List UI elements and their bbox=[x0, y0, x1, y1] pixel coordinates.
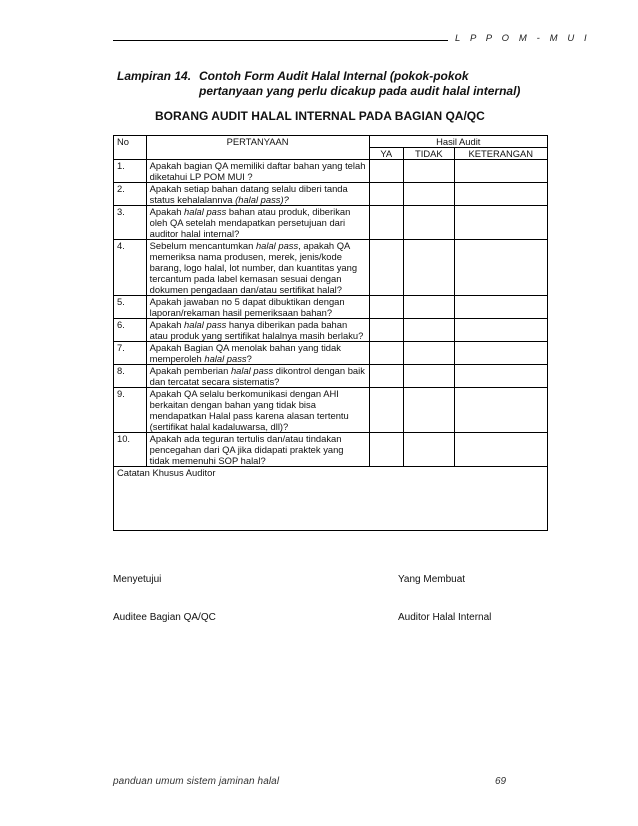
row-question bbox=[146, 206, 369, 240]
question-text: hanya diberikan pada bahan atau produk yang sertifikat halalnya masih berlaku? bbox=[149, 319, 364, 341]
answer-keterangan-cell[interactable] bbox=[454, 296, 547, 319]
row-number: 4. bbox=[114, 240, 147, 296]
table-row bbox=[114, 433, 548, 467]
answer-keterangan-cell[interactable] bbox=[454, 319, 547, 342]
approve-label: Menyetujui bbox=[113, 574, 162, 585]
header-rule bbox=[113, 40, 448, 41]
row-number: 9. bbox=[114, 388, 147, 433]
question-emphasis: halal pass bbox=[255, 240, 299, 251]
question-text: Apakah jawaban no 5 dapat dibuktikan dengan laporan/rekaman hasil pemeriksaan bahan? bbox=[149, 296, 345, 318]
row-number: 6. bbox=[114, 319, 147, 342]
answer-tidak-cell[interactable] bbox=[404, 206, 455, 240]
question-text: Apakah setiap bahan datang selalu diberi tanda status kehalalannva bbox=[149, 183, 348, 205]
answer-keterangan-cell[interactable] bbox=[454, 206, 547, 240]
answer-keterangan-cell[interactable] bbox=[454, 365, 547, 388]
answer-tidak-cell[interactable] bbox=[404, 365, 455, 388]
appendix-title-line2: pertanyaan yang perlu dicakup pada audit halal internal) bbox=[199, 84, 521, 98]
answer-tidak-cell[interactable] bbox=[404, 342, 455, 365]
row-question bbox=[146, 388, 369, 433]
question-emphasis: halal pass bbox=[184, 206, 227, 217]
answer-ya-cell[interactable] bbox=[369, 183, 404, 206]
answer-keterangan-cell[interactable] bbox=[454, 240, 547, 296]
page-number: 69 bbox=[495, 776, 507, 787]
question-emphasis: halal pass bbox=[230, 365, 274, 376]
table-row bbox=[114, 296, 548, 319]
row-question bbox=[146, 240, 369, 296]
audit-table bbox=[113, 135, 548, 531]
col-no-header: No bbox=[114, 136, 147, 160]
col-ya-header: YA bbox=[369, 148, 404, 160]
row-question bbox=[146, 183, 369, 206]
table-header-row bbox=[114, 136, 548, 148]
question-text: Apakah bbox=[149, 319, 185, 330]
col-result-header: Hasil Audit bbox=[369, 136, 548, 148]
col-question-header: PERTANYAAN bbox=[146, 136, 369, 160]
form-title: BORANG AUDIT HALAL INTERNAL PADA BAGIAN QA/QC bbox=[155, 109, 485, 123]
table-row bbox=[114, 160, 548, 183]
row-question bbox=[146, 160, 369, 183]
header-org: L P P O M - M U I bbox=[455, 33, 591, 44]
answer-keterangan-cell[interactable] bbox=[454, 160, 547, 183]
answer-tidak-cell[interactable] bbox=[404, 388, 455, 433]
table-row bbox=[114, 206, 548, 240]
answer-tidak-cell[interactable] bbox=[404, 296, 455, 319]
row-number: 5. bbox=[114, 296, 147, 319]
question-text: Apakah bbox=[149, 206, 185, 217]
notes-label: Catatan Khusus Auditor bbox=[114, 467, 548, 531]
answer-ya-cell[interactable] bbox=[369, 388, 404, 433]
row-number: 1. bbox=[114, 160, 147, 183]
question-text: bahan atau produk, diberikan oleh QA setelah mendapatkan persetujuan dari auditor halal internal? bbox=[149, 206, 351, 239]
question-text: Apakah pemberian bbox=[149, 365, 231, 376]
answer-ya-cell[interactable] bbox=[369, 296, 404, 319]
answer-tidak-cell[interactable] bbox=[404, 160, 455, 183]
table-row bbox=[114, 240, 548, 296]
answer-ya-cell[interactable] bbox=[369, 206, 404, 240]
notes-row bbox=[114, 467, 548, 531]
question-emphasis: halal pass bbox=[184, 319, 227, 330]
col-keterangan-header: KETERANGAN bbox=[454, 148, 547, 160]
answer-keterangan-cell[interactable] bbox=[454, 183, 547, 206]
answer-tidak-cell[interactable] bbox=[404, 183, 455, 206]
answer-ya-cell[interactable] bbox=[369, 240, 404, 296]
table-row bbox=[114, 342, 548, 365]
table-row bbox=[114, 183, 548, 206]
answer-keterangan-cell[interactable] bbox=[454, 342, 547, 365]
appendix-title-line1: Contoh Form Audit Halal Internal (pokok-pokok bbox=[199, 69, 469, 83]
answer-ya-cell[interactable] bbox=[369, 319, 404, 342]
table-row bbox=[114, 388, 548, 433]
question-text: ? bbox=[246, 353, 252, 364]
row-question bbox=[146, 433, 369, 467]
row-number: 3. bbox=[114, 206, 147, 240]
row-question bbox=[146, 365, 369, 388]
row-question bbox=[146, 342, 369, 365]
question-text: dikontrol dengan baik dan tercatat secara sistematis? bbox=[149, 365, 365, 387]
answer-ya-cell[interactable] bbox=[369, 365, 404, 388]
answer-tidak-cell[interactable] bbox=[404, 433, 455, 467]
auditor-signature: Auditor Halal Internal bbox=[398, 612, 492, 623]
answer-keterangan-cell[interactable] bbox=[454, 388, 547, 433]
auditee-signature: Auditee Bagian QA/QC bbox=[113, 612, 216, 623]
answer-tidak-cell[interactable] bbox=[404, 240, 455, 296]
row-number: 2. bbox=[114, 183, 147, 206]
question-text: Sebelum mencantumkan bbox=[149, 240, 256, 251]
col-tidak-header: TIDAK bbox=[404, 148, 455, 160]
question-text: , apakah QA memeriksa nama produsen, merek, jenis/kode barang, logo halal, lot number, dan kuantitas yang tercantum pada label kemasan sesuai dengan dokumen pengadaan dan/atau sertifikat halal? bbox=[149, 240, 358, 295]
question-emphasis: (halal pass)? bbox=[235, 194, 289, 205]
row-number: 10. bbox=[114, 433, 147, 467]
footer-text: panduan umum sistem jaminan halal bbox=[113, 776, 280, 787]
row-number: 7. bbox=[114, 342, 147, 365]
table-row bbox=[114, 319, 548, 342]
table-row bbox=[114, 365, 548, 388]
question-text: Apakah ada teguran tertulis dan/atau tindakan pencegahan dari QA jika didapati praktek yang tidak memenuhi SOP halal? bbox=[149, 433, 344, 466]
question-text: Apakah Bagian QA menolak bahan yang tidak memperoleh bbox=[149, 342, 341, 364]
question-emphasis: halal pass bbox=[204, 353, 247, 364]
maker-label: Yang Membuat bbox=[398, 574, 466, 585]
appendix-title bbox=[117, 69, 520, 99]
answer-keterangan-cell[interactable] bbox=[454, 433, 547, 467]
answer-ya-cell[interactable] bbox=[369, 160, 404, 183]
row-question bbox=[146, 296, 369, 319]
row-question bbox=[146, 319, 369, 342]
appendix-number: Lampiran 14. bbox=[117, 69, 192, 83]
row-number: 8. bbox=[114, 365, 147, 388]
question-text: Apakah QA selalu berkomunikasi dengan AHI berkaitan dengan bahan yang tidak bisa mendapatkan Halal pass karena alasan tertentu (sertifikat halal kadaluwarsa, dll)? bbox=[149, 388, 349, 432]
answer-tidak-cell[interactable] bbox=[404, 319, 455, 342]
answer-ya-cell[interactable] bbox=[369, 342, 404, 365]
question-text: Apakah bagian QA memiliki daftar bahan yang telah diketahui LP POM MUI ? bbox=[149, 160, 366, 182]
answer-ya-cell[interactable] bbox=[369, 433, 404, 467]
